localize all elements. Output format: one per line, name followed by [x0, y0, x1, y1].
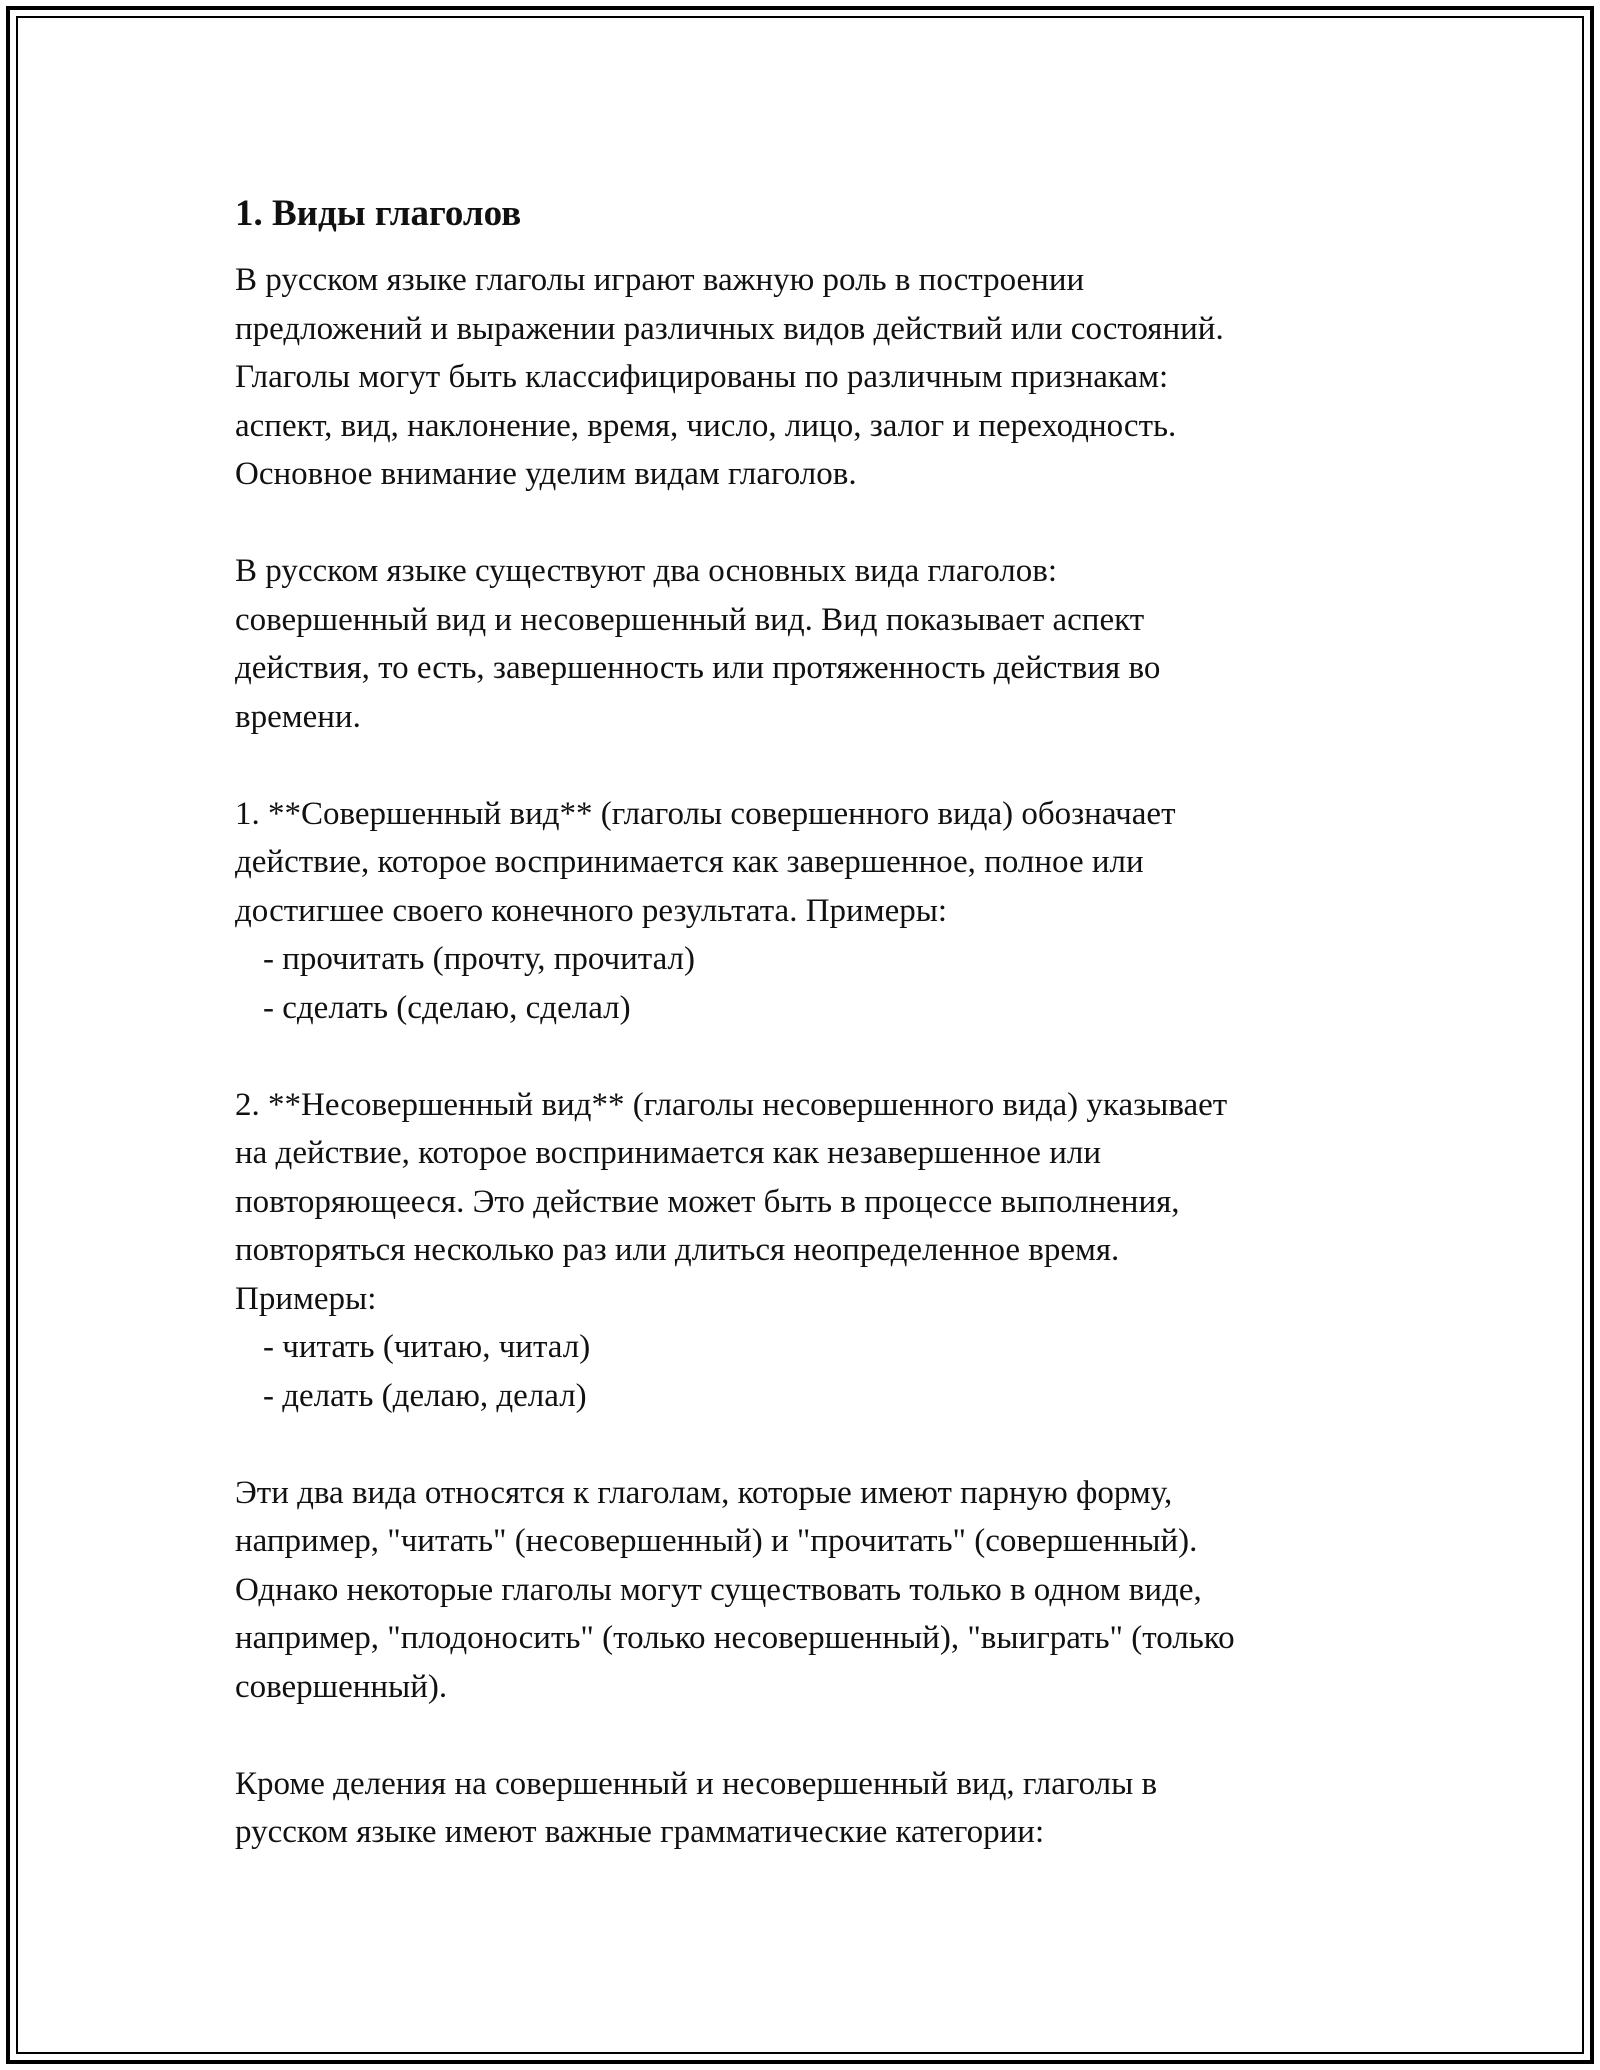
text-line: совершенный вид и несовершенный вид. Вид показывает аспект [235, 601, 1145, 638]
paragraph-imperfective [235, 1081, 1375, 1421]
text-line: Кроме деления на совершенный и несовершенный вид, глаголы в [235, 1765, 1158, 1802]
text-line: повторяющееся. Это действие может быть в процессе выполнения, [235, 1183, 1180, 1220]
text-line: 1. **Совершенный вид** (глаголы совершенного вида) обозначает [235, 795, 1176, 832]
text-line: В русском языке глаголы играют важную роль в построении [235, 262, 1085, 298]
text-line: предложений и выражении различных видов действий или состояний. [235, 310, 1224, 347]
example-item: - прочитать (прочту, прочитал) [263, 941, 695, 977]
text-line: В русском языке существуют два основных вида глаголов: [235, 553, 1058, 589]
paragraph-gap [235, 1420, 1375, 1469]
section-heading: 1. Виды глаголов [235, 193, 522, 234]
paragraph-intro [235, 256, 1375, 499]
text-line: русском языке имеют важные грамматические категории: [235, 1814, 1045, 1850]
text-line: Глаголы могут быть классифицированы по различным признакам: [235, 359, 1169, 395]
paragraph-gap [235, 1711, 1375, 1760]
text-line: Однако некоторые глаголы могут существовать только в одном виде, [235, 1571, 1202, 1608]
text-line: например, "читать" (несовершенный) и "прочитать" (совершенный). [235, 1523, 1198, 1559]
example-item: - сделать (сделаю, сделал) [263, 989, 631, 1026]
text-line: Эти два вида относятся к глаголам, которые имеют парную форму, [235, 1474, 1173, 1511]
text-line: Основное внимание уделим видам глаголов. [235, 456, 857, 492]
text-line: повторяться несколько раз или длиться неопределенное время. [235, 1232, 1120, 1268]
paragraph-gap [235, 741, 1375, 790]
text-line: действия, то есть, завершенность или протяженность действия во [235, 650, 1161, 686]
paragraph-gap [235, 1032, 1375, 1081]
paragraph-two-aspects [235, 547, 1375, 741]
text-line: например, "плодоносить" (только несовершенный), "выиграть" (только [235, 1620, 1235, 1656]
text-line: совершенный). [235, 1668, 448, 1705]
document-page [235, 188, 1375, 1857]
text-line: на действие, которое воспринимается как незавершенное или [235, 1135, 1101, 1171]
text-line: времени. [235, 698, 361, 735]
example-item: - читать (читаю, читал) [263, 1329, 591, 1365]
example-item: - делать (делаю, делал) [263, 1377, 587, 1414]
text-line: аспект, вид, наклонение, время, число, лицо, залог и переходность. [235, 407, 1177, 444]
paragraph-categories [235, 1760, 1375, 1857]
text-line: 2. **Несовершенный вид** (глаголы несовершенного вида) указывает [235, 1086, 1228, 1123]
paragraph-gap [235, 499, 1375, 548]
text-line: Примеры: [235, 1280, 377, 1317]
paragraph-paired-forms [235, 1469, 1375, 1712]
text-line: действие, которое воспринимается как завершенное, полное или [235, 844, 1144, 880]
text-line: достигшее своего конечного результата. Примеры: [235, 892, 948, 929]
paragraph-perfective [235, 790, 1375, 1033]
